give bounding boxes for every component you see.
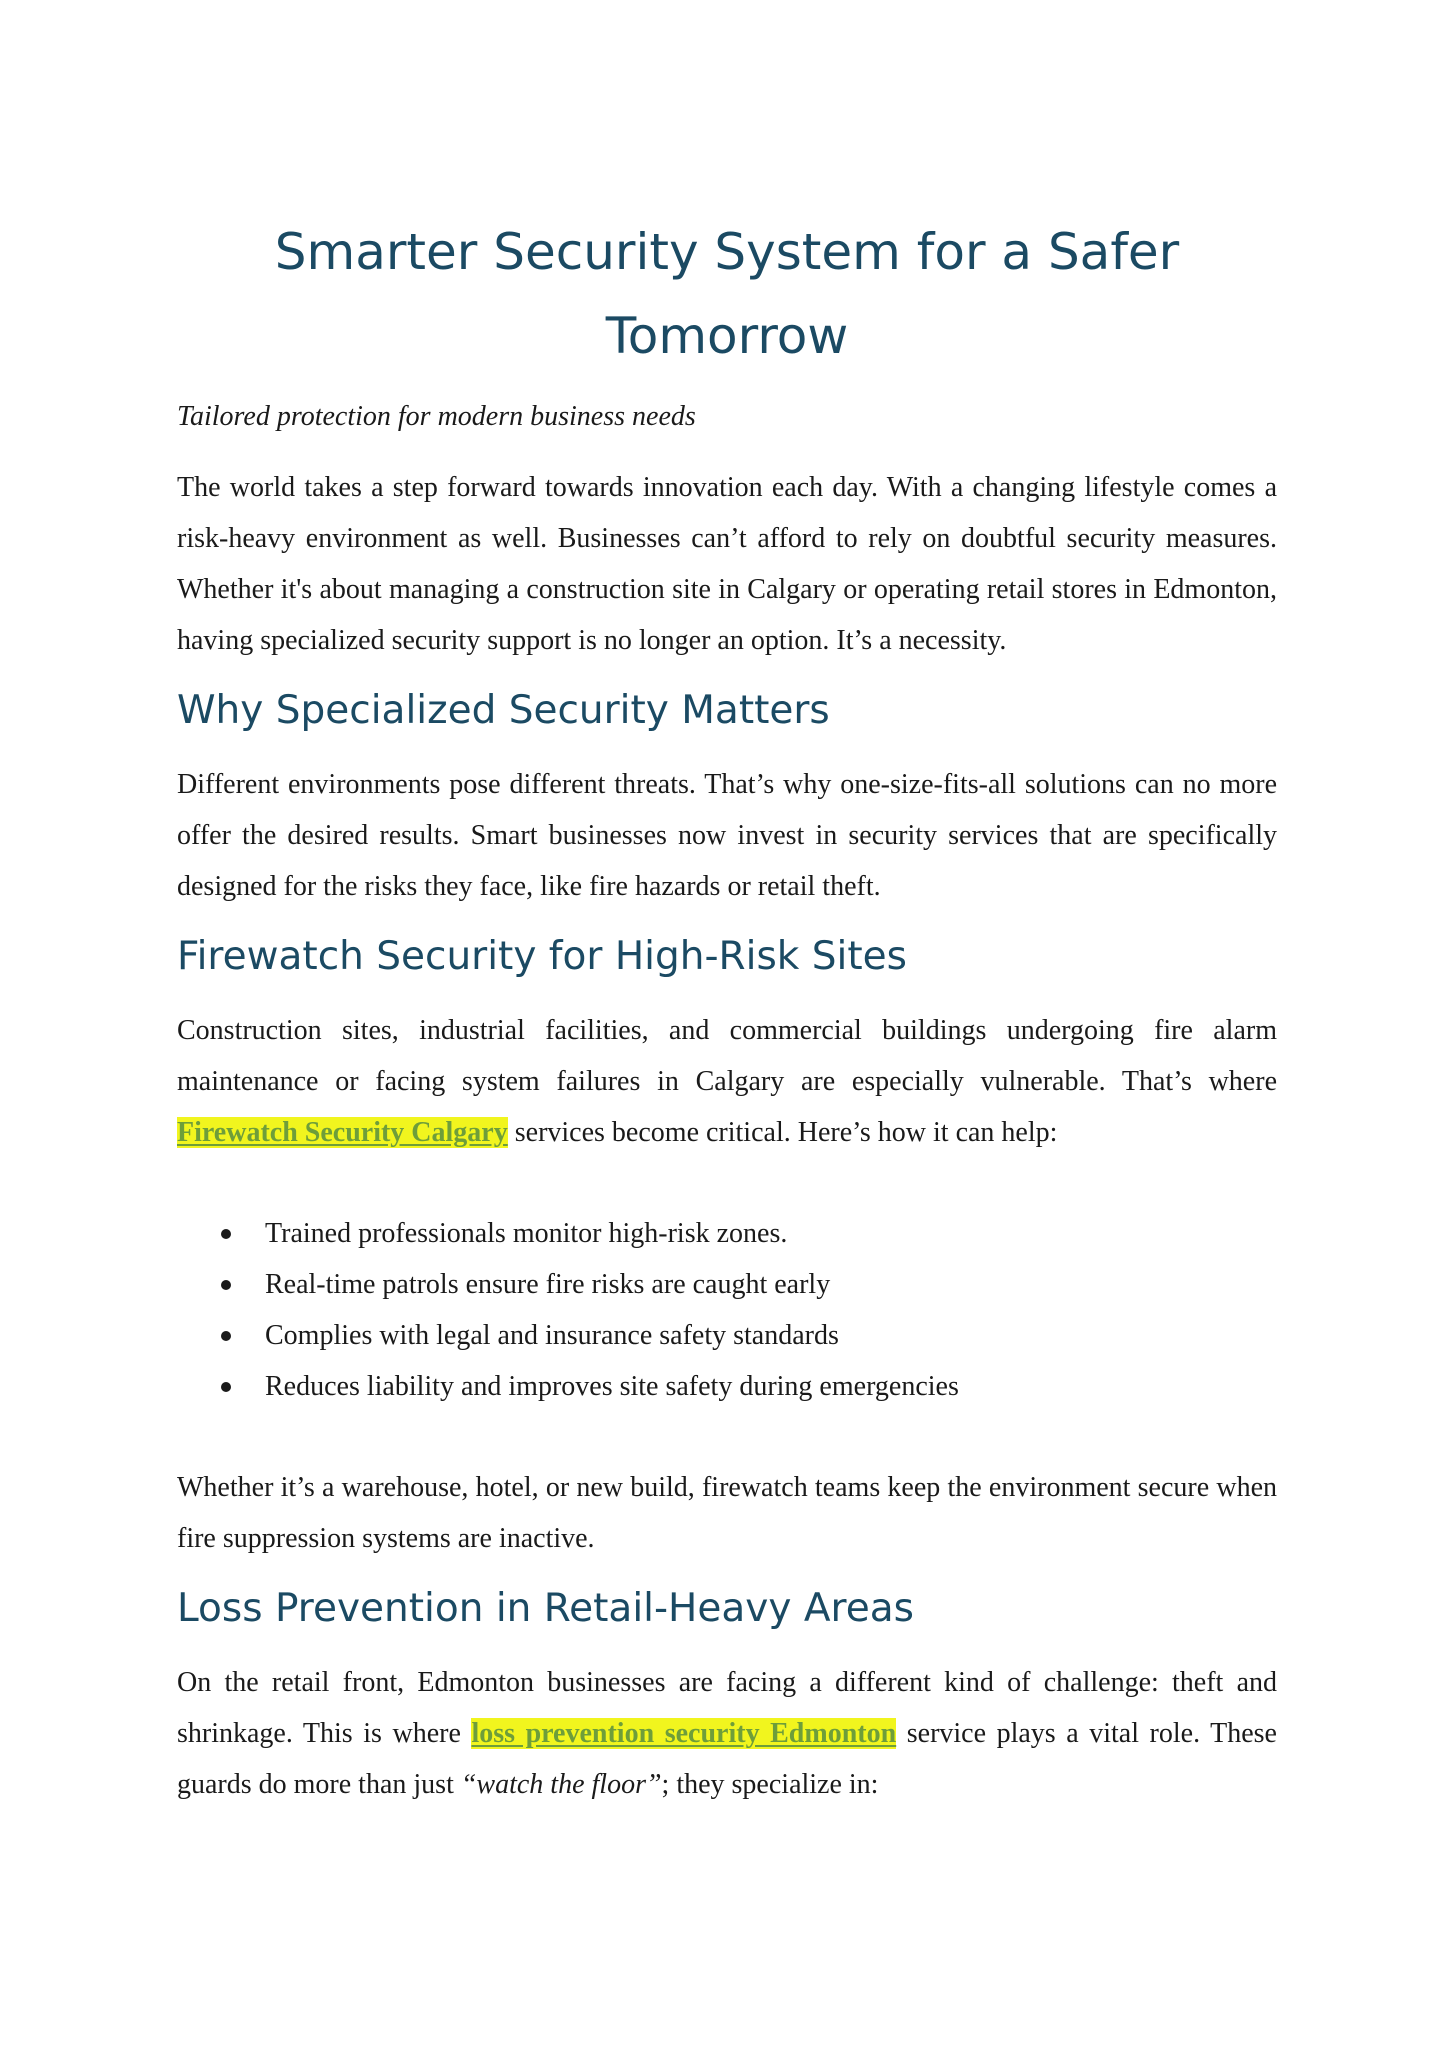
firewatch-security-calgary-link[interactable]: Firewatch Security Calgary <box>177 1117 508 1148</box>
list-item <box>177 1361 1277 1412</box>
list-item-text: Trained professionals monitor high-risk zones. <box>265 1218 788 1249</box>
intro-paragraph: The world takes a step forward towards innovation each day. With a changing lifestyle comes a risk-heavy environment as well. Businesses can’t afford to rely on doubtful security measures. Whether it's about managing a construction site in Calgary or operating retail stores in Edmonton, having specialized security support is no longer an option. It’s a necessity. <box>177 472 1277 656</box>
section-heading-loss-prevention: Loss Prevention in Retail-Heavy Areas <box>177 1586 914 1631</box>
bullet-icon <box>221 1280 231 1290</box>
section-heading-why-specialized: Why Specialized Security Matters <box>177 688 830 733</box>
page-title-line-1: Smarter Security System for a Safer <box>274 223 1180 281</box>
bullet-icon <box>221 1331 231 1341</box>
firewatch-benefits-list <box>177 1208 1277 1412</box>
firewatch-closing-paragraph: Whether it’s a warehouse, hotel, or new build, firewatch teams keep the environment secure when fire suppression systems are inactive. <box>177 1472 1277 1554</box>
section-heading-firewatch: Firewatch Security for High-Risk Sites <box>177 934 907 979</box>
section-why-specialized-paragraph: Different environments pose different threats. That’s why one-size-fits-all solutions can no more offer the desired results. Smart businesses now invest in security services that are specifically designed for the risks they face, like fire hazards or retail theft. <box>177 769 1277 902</box>
firewatch-text-after: services become critical. Here’s how it can help: <box>507 1117 1058 1148</box>
document-content <box>177 210 1277 1810</box>
list-item-text: Reduces liability and improves site safety during emergencies <box>265 1371 959 1402</box>
list-item <box>177 1259 1277 1310</box>
section-loss-prevention-paragraph <box>177 1657 1277 1810</box>
page-subtitle: Tailored protection for modern business needs <box>177 401 696 432</box>
page-title-line-2: Tomorrow <box>605 307 849 365</box>
list-item-text: Complies with legal and insurance safety standards <box>265 1320 839 1351</box>
loss-prevention-text-after: ; they specialize in: <box>661 1769 879 1800</box>
page-title <box>177 210 1277 378</box>
list-item <box>177 1208 1277 1259</box>
loss-prevention-text-before: On the retail front, Edmonton businesses are facing a different kind of challenge: theft and shrinkage. This is where <box>177 1667 1277 1749</box>
loss-prevention-text-middle: service plays a vital role. These guards do more than just <box>177 1718 1277 1800</box>
list-item-text: Real-time patrols ensure fire risks are caught early <box>265 1269 831 1300</box>
list-item <box>177 1310 1277 1361</box>
bullet-icon <box>221 1229 231 1239</box>
watch-the-floor-quote: “watch the floor” <box>460 1769 662 1800</box>
bullet-icon <box>221 1382 231 1392</box>
loss-prevention-security-edmonton-link[interactable]: loss prevention security Edmonton <box>471 1718 897 1749</box>
firewatch-text-before: Construction sites, industrial facilities, and commercial buildings undergoing fire alarm maintenance or facing system failures in Calgary are especially vulnerable. That’s where <box>177 1015 1277 1097</box>
section-firewatch-paragraph <box>177 1005 1277 1158</box>
